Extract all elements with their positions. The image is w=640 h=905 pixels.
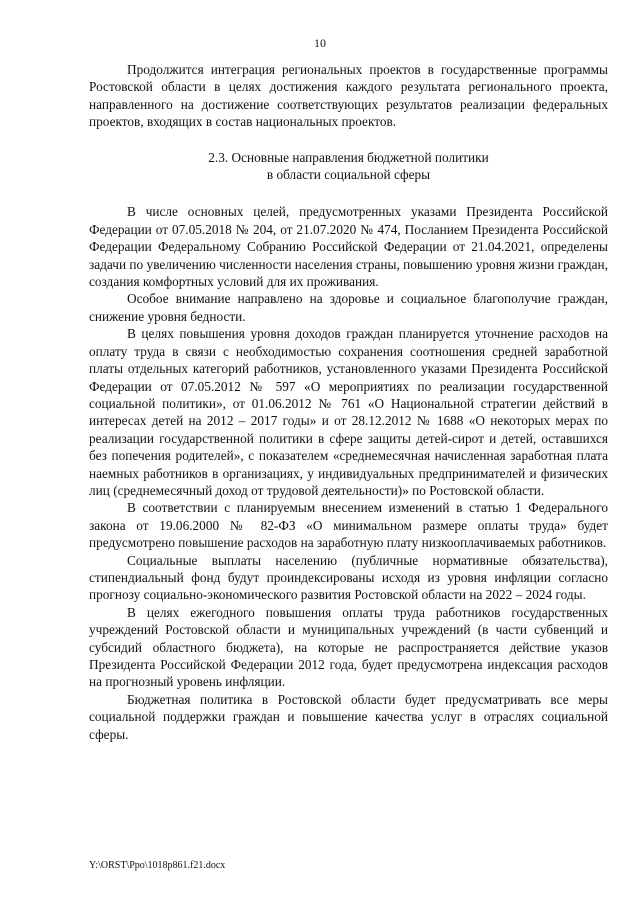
section-title-line-1: 2.3. Основные направления бюджетной политики [208, 149, 489, 165]
paragraph: В числе основных целей, предусмотренных указами Президента Российской Федерации от 07.05.2018 № 204, от 21.07.2020 № 474, Посланием Президента Российской Федерации Федеральному Собранию Российской Федерации от 21.04.2021, определены задачи по увеличению численности населения страны, повышению уровня жизни граждан, создания комфортных условий для их проживания. [89, 204, 608, 290]
section-title-line-2: в области социальной сферы [266, 167, 431, 183]
paragraph: Социальные выплаты населению (публичные нормативные обязательства), стипендиальный фонд будут проиндексированы исходя из уровня инфляции согласно прогнозу социально-экономического развития Ростовской области на 2022 – 2024 годы. [89, 552, 608, 603]
paragraph: Особое внимание направлено на здоровье и социальное благополучие граждан, снижение уровня бедности. [89, 291, 608, 324]
paragraph: В целях ежегодного повышения оплаты труда работников государственных учреждений Ростовской области и муниципальных учреждений (в части субвенций и субсидий областного бюджета), на которые не распространяется действие указов Президента Российской Федерации 2012 года, будет предусмотрена индексация расходов на прогнозный уровень инфляции. [89, 604, 608, 690]
page-number: 10 [314, 36, 326, 50]
footer-file-path: Y:\ORST\Ppo\1018p861.f21.docx [89, 860, 226, 871]
paragraph: В целях повышения уровня доходов граждан планируется уточнение расходов на оплату труда в связи с необходимостью сохранения соотношения средней заработной платы отдельных категорий работников, установленного указами Президента Российской Федерации от 07.05.2012 № 597 «О мероприятиях по реализации государственной социальной политики», от 01.06.2012 № 761 «О Национальной стратегии действий в интересах детей на 2012 – 2017 годы» и от 28.12.2012 № 1688 «О некоторых мерах по реализации государственной политики в сфере защиты детей-сирот и детей, оставшихся без попечения родителей», с показателем «среднемесячная начисленная заработная плата наемных работников в организациях, у индивидуальных предпринимателей и физических лиц (среднемесячный доход от трудовой деятельности)» по Ростовской области. [89, 326, 608, 498]
document-body [89, 61, 608, 743]
section-title [89, 149, 608, 184]
paragraph-intro: Продолжится интеграция региональных проектов в государственные программы Ростовской области в целях достижения каждого результата регионального проекта, направленного на достижение соответствующих результатов реализации федеральных проектов, входящих в состав национальных проектов. [89, 62, 608, 130]
paragraph: В соответствии с планируемым внесением изменений в статью 1 Федерального закона от 19.06.2000 № 82-ФЗ «О минимальном размере оплаты труда» будет предусмотрено повышение расходов на заработную плату низкооплачиваемых работников. [89, 500, 608, 551]
paragraph: Бюджетная политика в Ростовской области будет предусматривать все меры социальной поддержки граждан и повышение качества услуг в отраслях социальной сферы. [89, 691, 608, 742]
